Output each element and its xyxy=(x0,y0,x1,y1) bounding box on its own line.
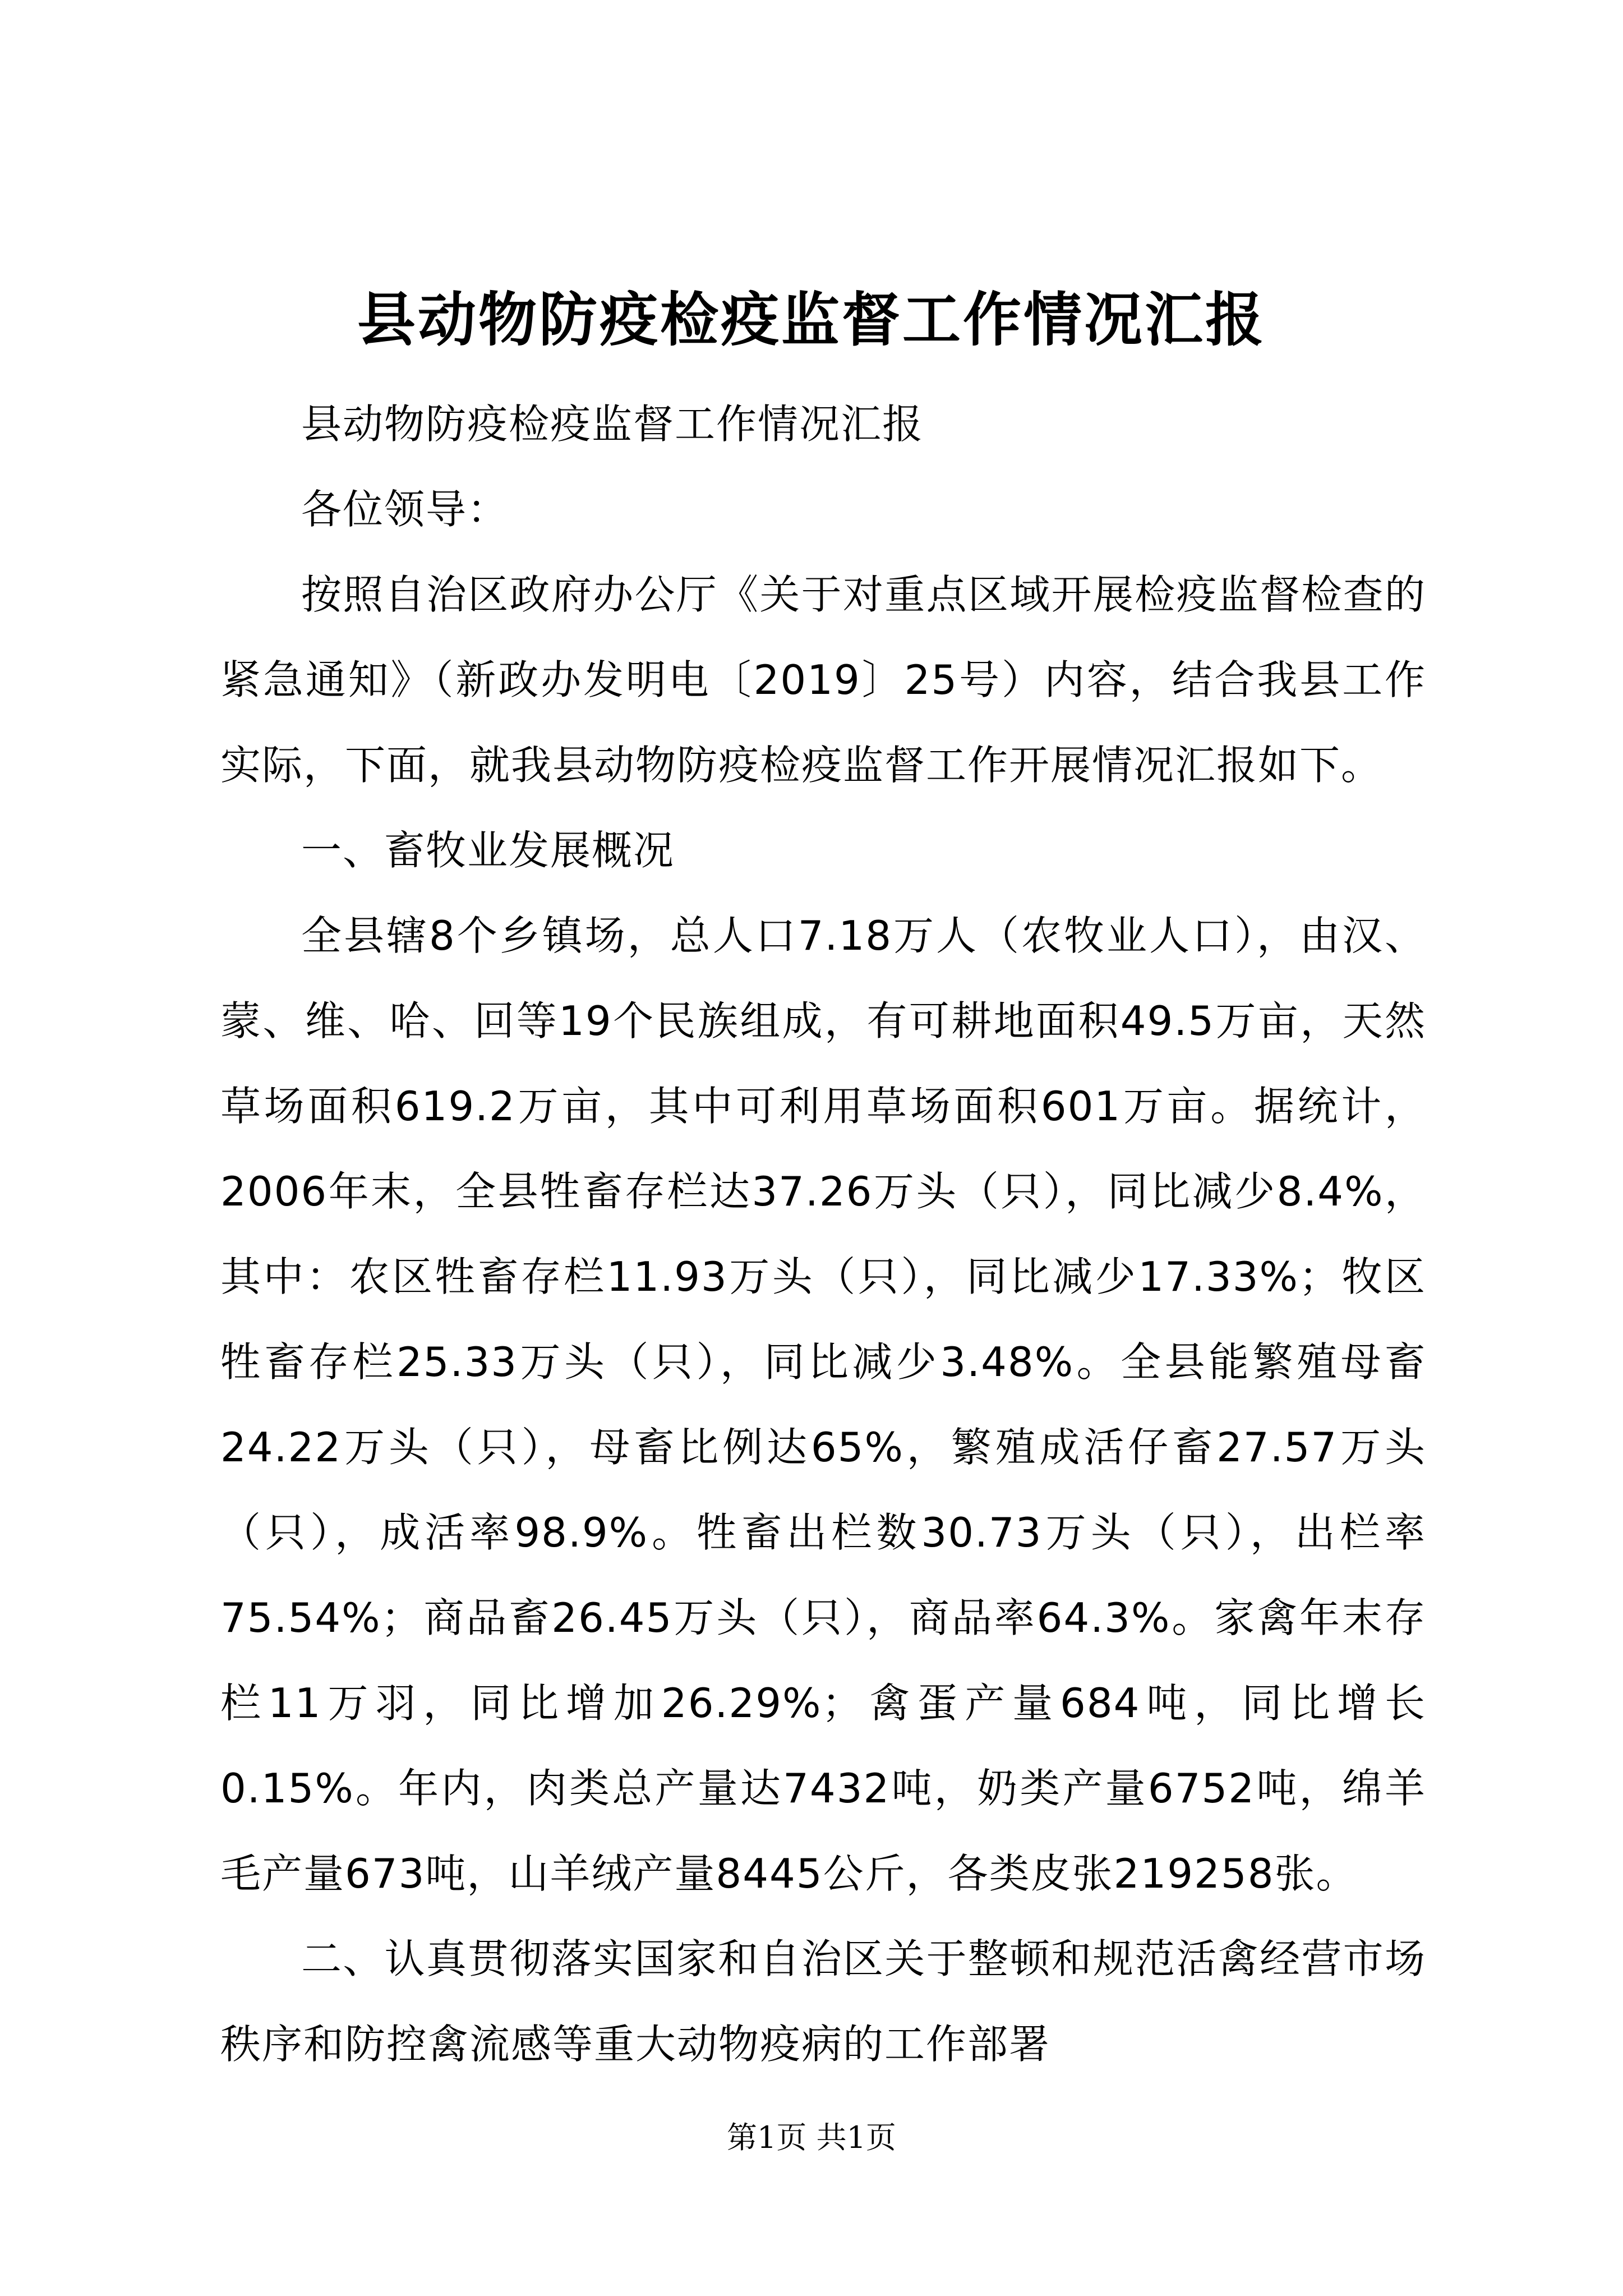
subtitle-paragraph: 县动物防疫检疫监督工作情况汇报 xyxy=(301,401,924,448)
statistics-paragraph: 全县辖8个乡镇场，总人口7.18万人（农牧业人口），由汉、蒙、维、哈、回等19个民族组成，有可耕地面积49.5万亩，天然草场面积619.2万亩，其中可利用草场面积601万亩。据统计，2006年末，全县牲畜存栏达37.26万头（只），同比减少8.4%，其中：农区牲畜存栏11.93万头（只），同比减少17.33%；牧区牲畜存栏25.33万头（只），同比减少3.48%。全县能繁殖母畜24.22万头（只），母畜比例达65%，繁殖成活仔畜27.57万头（只），成活率98.9%。牲畜出栏数30.73万头（只），出栏率75.54%；商品畜26.45万头（只），商品率64.3%。家禽年末存栏11万羽，同比增加26.29%；禽蛋产量684吨，同比增长0.15%。年内，肉类总产量达7432吨，奶类产量6752吨，绵羊毛产量673吨，山羊绒产量8445公斤，各类皮张219258张。 xyxy=(220,912,1426,1897)
page-footer: 第1页 共1页 xyxy=(727,2120,896,2155)
section-heading-1: 一、畜牧业发展概况 xyxy=(301,827,675,874)
document-body xyxy=(220,381,1426,2087)
intro-paragraph: 按照自治区政府办公厅《关于对重点区域开展检疫监督检查的紧急通知》（新政办发明电〔2019〕25号）内容，结合我县工作实际，下面，就我县动物防疫检疫监督工作开展情况汇报如下。 xyxy=(220,571,1426,789)
section-heading-2: 二、认真贯彻落实国家和自治区关于整顿和规范活禽经营市场秩序和防控禽流感等重大动物疫病的工作部署 xyxy=(220,1935,1426,2068)
salutation-paragraph: 各位领导： xyxy=(301,486,509,533)
document-title: 县动物防疫检疫监督工作情况汇报 xyxy=(357,285,1266,354)
